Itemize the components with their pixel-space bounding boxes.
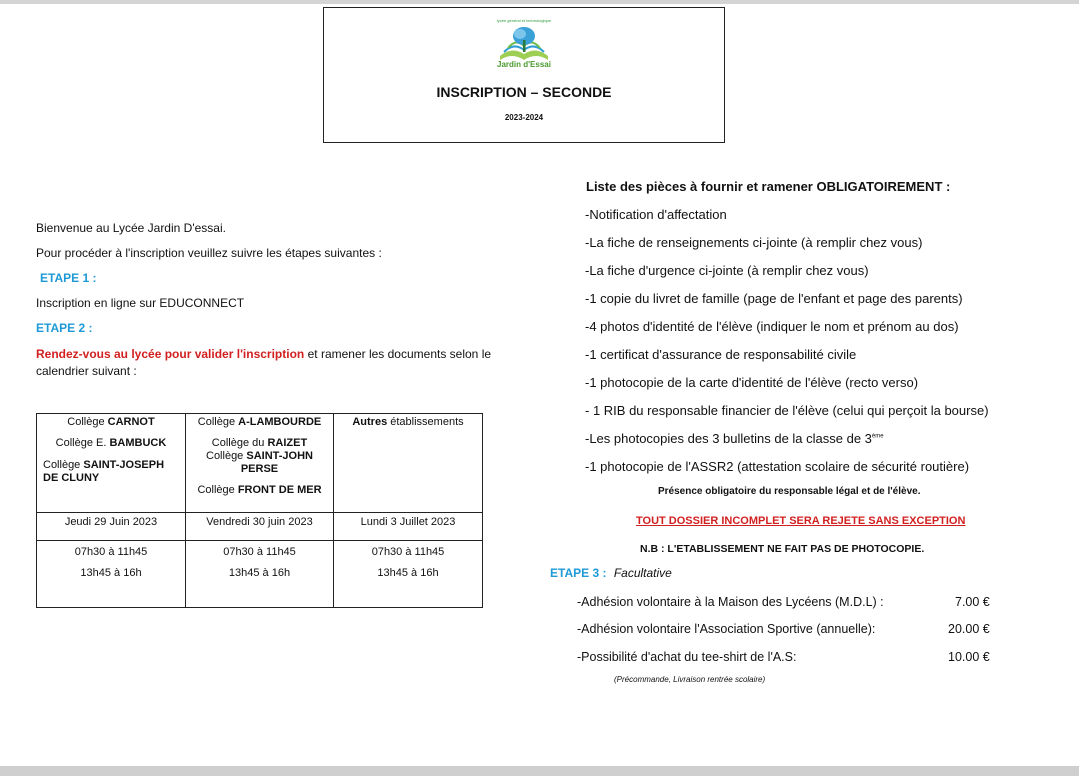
- piece-item: -1 photocopie de la carte d'identité de l'élève (recto verso): [585, 375, 919, 390]
- etape3-price: 7.00 €: [955, 595, 990, 609]
- school-year: 2023-2024: [504, 113, 544, 122]
- presence-note: Présence obligatoire du responsable légal et de l'élève.: [658, 486, 921, 497]
- piece-item: -La fiche d'urgence ci-jointe (à remplir chez vous): [585, 263, 869, 278]
- piece-item: -1 copie du livret de famille (page de l'enfant et page des parents): [585, 291, 963, 306]
- piece-item: -4 photos d'identité de l'élève (indiquer le nom et prénom au dos): [585, 319, 959, 334]
- piece-item: -Les photocopies des 3 bulletins de la classe de 3ème: [585, 431, 884, 446]
- date-cell-3: Lundi 3 Juillet 2023: [334, 513, 483, 541]
- etape3-item: -Adhésion volontaire à la Maison des Lycéens (M.D.L) :: [577, 595, 884, 609]
- etape1-text: Inscription en ligne sur EDUCONNECT: [36, 296, 245, 310]
- schedule-table: [36, 413, 483, 608]
- school-logo: lycée général et technologique Jardin d'Essai: [494, 18, 554, 76]
- etape3-price: 10.00 €: [948, 650, 990, 664]
- date-cell-2: Vendredi 30 juin 2023: [186, 513, 334, 541]
- dates-row: [37, 513, 483, 541]
- book-tree-icon: [494, 22, 554, 64]
- piece-item: -1 certificat d'assurance de responsabilité civile: [585, 347, 857, 362]
- etape3-footnote: (Précommande, Livraison rentrée scolaire): [614, 675, 766, 684]
- hours-cell-1: 07h30 à 11h45 13h45 à 16h: [37, 541, 186, 608]
- hours-row: [37, 541, 483, 608]
- etape3-item: -Possibilité d'achat du tee-shirt de l'A.S:: [577, 650, 797, 664]
- etape3-item: -Adhésion volontaire l'Association Sportive (annuelle):: [577, 622, 876, 636]
- etape3-header: [550, 566, 672, 580]
- etape3-note: Facultative: [613, 566, 672, 580]
- date-cell-1: Jeudi 29 Juin 2023: [37, 513, 186, 541]
- etape2-label: ETAPE 2 :: [36, 321, 93, 335]
- etape2-highlight: Rendez-vous au lycée pour valider l'inscription: [36, 347, 305, 361]
- piece-item: -Notification d'affectation: [585, 207, 727, 222]
- schools-row: [37, 414, 483, 513]
- etape3-price: 20.00 €: [948, 622, 990, 636]
- incomplete-warning: TOUT DOSSIER INCOMPLET SERA REJETE SANS EXCEPTION: [636, 515, 966, 527]
- hours-cell-3: 07h30 à 11h45 13h45 à 16h: [334, 541, 483, 608]
- etape2-text-line2: calendrier suivant :: [36, 364, 137, 378]
- header-box: [323, 7, 725, 143]
- intro-text: Pour procéder à l'inscription veuillez suivre les étapes suivantes :: [36, 246, 382, 260]
- page-title: INSCRIPTION – SECONDE: [436, 84, 612, 100]
- pieces-heading: Liste des pièces à fournir et ramener OBLIGATOIREMENT :: [586, 179, 951, 194]
- schools-cell-3: Autres établissements: [334, 414, 483, 513]
- top-edge: [0, 0, 1079, 4]
- etape2-text: Rendez-vous au lycée pour valider l'inscription et ramener les documents selon le: [36, 347, 492, 361]
- bottom-edge: [0, 766, 1079, 776]
- hours-cell-2: 07h30 à 11h45 13h45 à 16h: [186, 541, 334, 608]
- piece-item: -La fiche de renseignements ci-jointe (à remplir chez vous): [585, 235, 923, 250]
- welcome-text: Bienvenue au Lycée Jardin D'essai.: [36, 221, 226, 235]
- etape1-label: ETAPE 1 :: [40, 271, 97, 285]
- schools-cell-1: Collège CARNOT Collège E. BAMBUCK Collège SAINT-JOSEPH DE CLUNY: [37, 414, 186, 513]
- piece-item: - 1 RIB du responsable financier de l'élève (celui qui perçoit la bourse): [585, 403, 989, 418]
- schools-cell-2: Collège A-LAMBOURDE Collège du RAIZET Collège SAINT-JOHN PERSE Collège FRONT DE MER: [186, 414, 334, 513]
- nb-note: N.B : L'ETABLISSEMENT NE FAIT PAS DE PHOTOCOPIE.: [640, 543, 925, 555]
- piece-item: -1 photocopie de l'ASSR2 (attestation scolaire de sécurité routière): [585, 459, 970, 474]
- etape3-label: ETAPE 3 :: [550, 566, 607, 580]
